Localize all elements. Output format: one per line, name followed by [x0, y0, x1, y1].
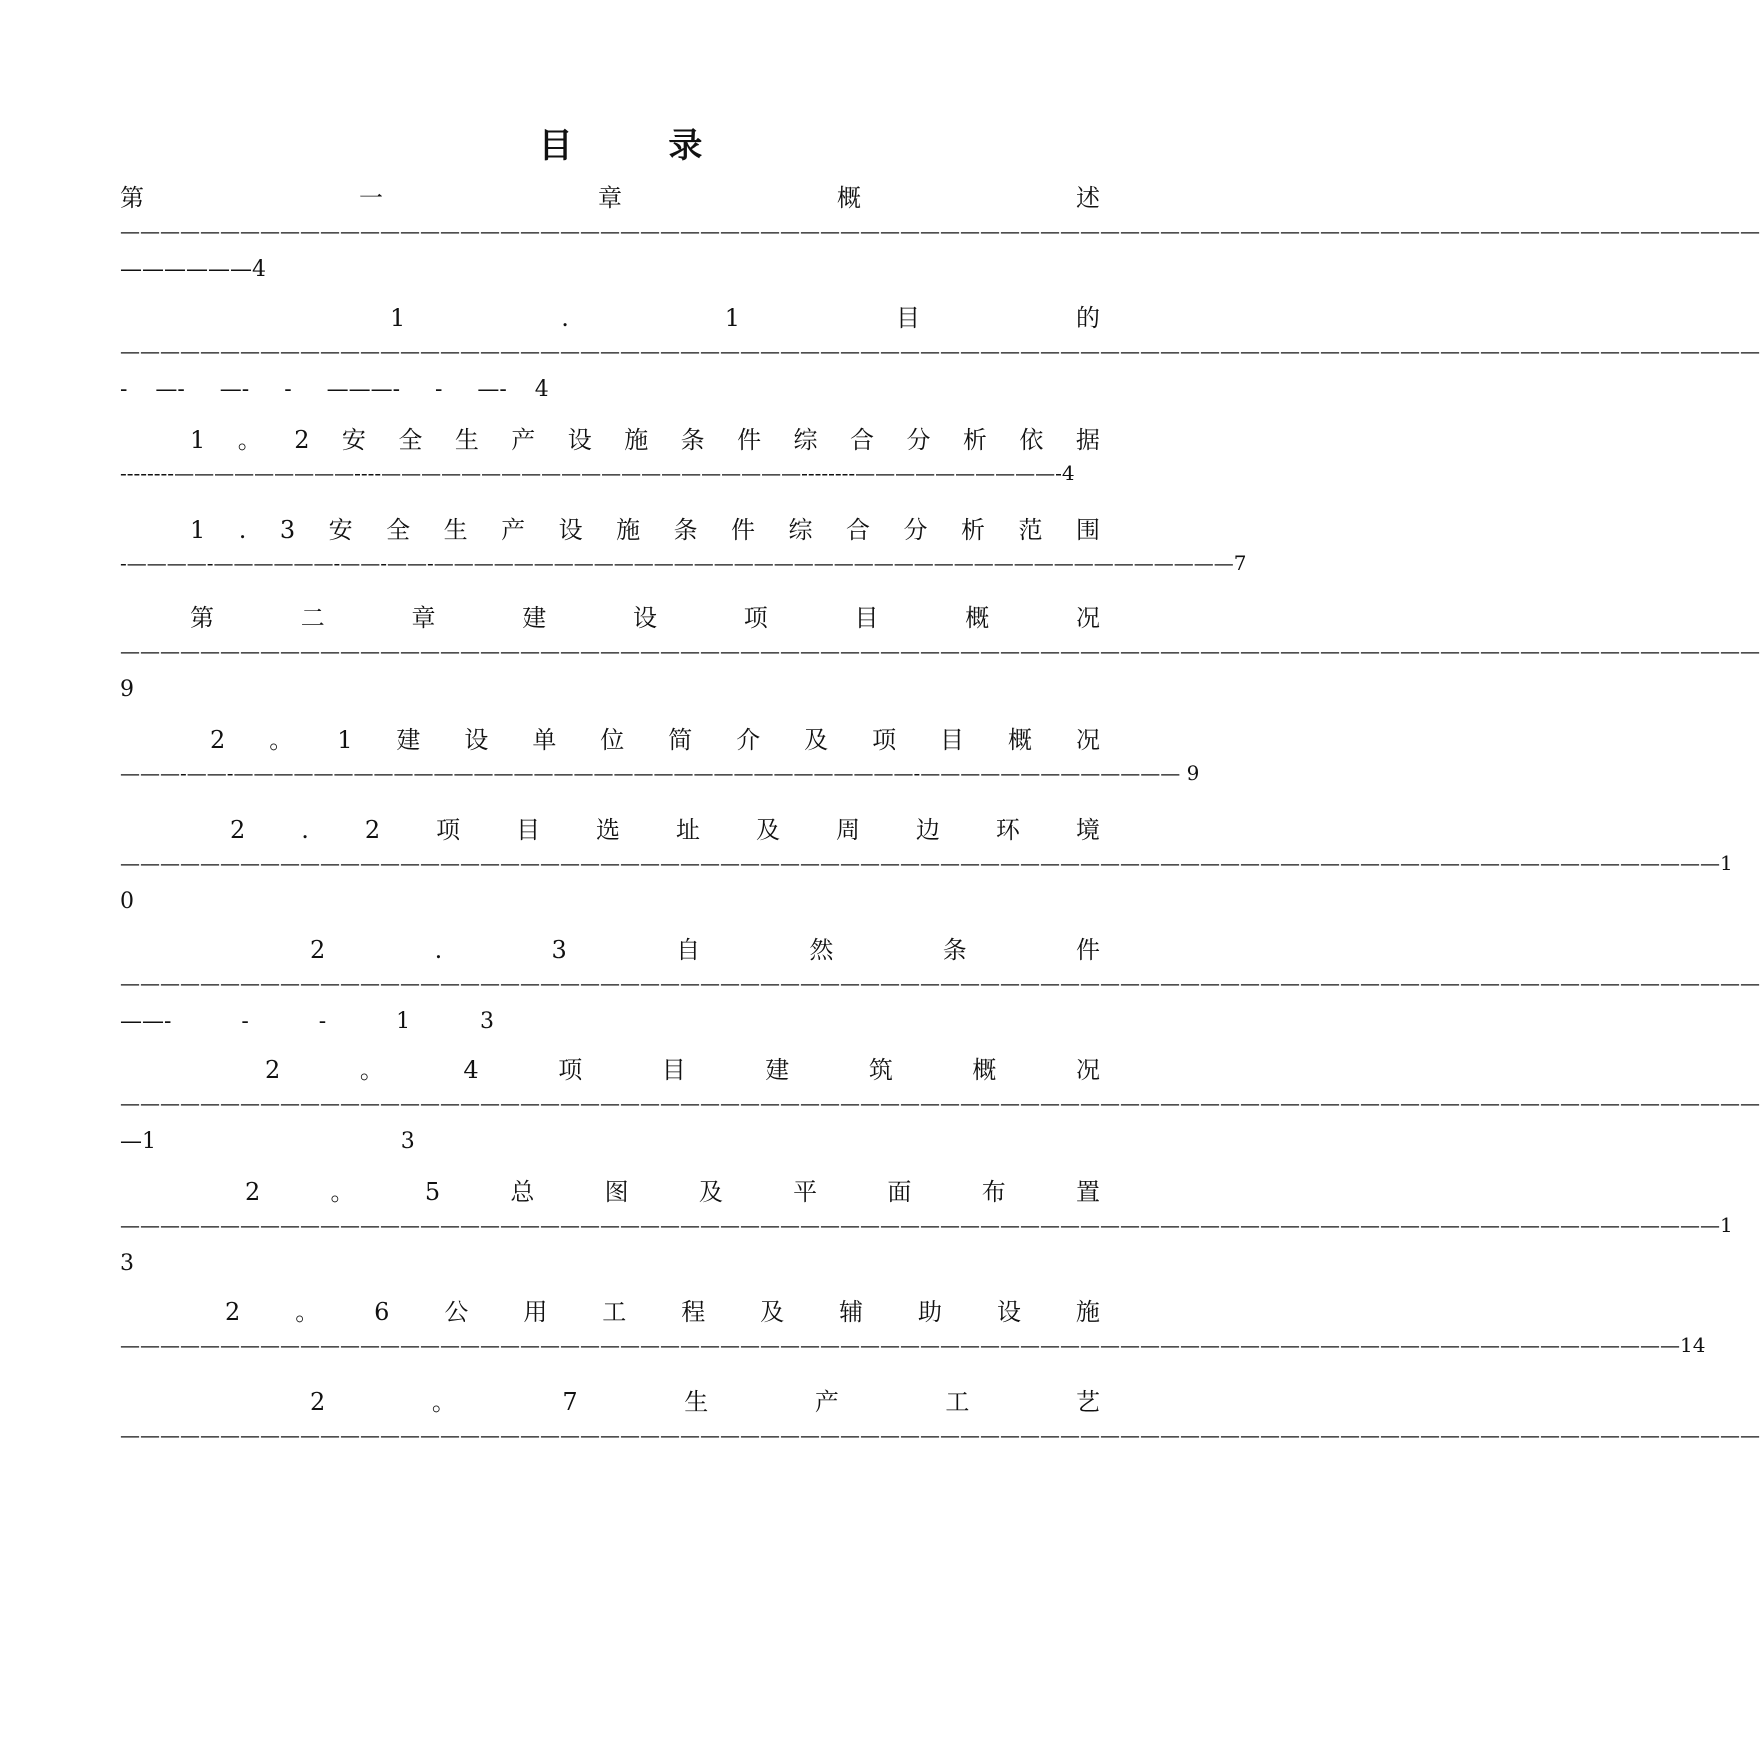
toc-leader-dots: —————————————————————————————————————————————————————————————————————————————————— [120, 1423, 1760, 1447]
heading-char: 3 [551, 936, 567, 964]
heading-char: 施 [616, 516, 641, 544]
toc-entry-heading [120, 930, 1100, 964]
heading-char: 助 [918, 1298, 942, 1326]
heading-char: 第 [120, 184, 144, 212]
heading-char: 安 [328, 516, 353, 544]
heading-char: 筑 [868, 1056, 893, 1084]
toc-entry-heading [120, 420, 1100, 454]
heading-char: 目 [854, 604, 879, 632]
heading-char: 1 [390, 304, 406, 332]
heading-char: 第 [190, 604, 214, 632]
heading-char: 条 [680, 426, 705, 454]
heading-char: 一 [359, 184, 383, 212]
toc-entry-heading [120, 720, 1100, 754]
heading-char: 址 [676, 816, 701, 844]
heading-char: 概 [965, 604, 990, 632]
toc-entry[interactable] [120, 178, 1760, 284]
heading-char: 产 [501, 516, 526, 544]
heading-char: 分 [906, 426, 931, 454]
toc-entry-heading [120, 298, 1100, 332]
heading-char: 生 [443, 516, 468, 544]
toc-page-number: ——————4 [120, 257, 266, 282]
toc-leader-dots: —————————————————————————————————————————————————————————————————————————————————— [120, 639, 1760, 663]
heading-char: 况 [1075, 1056, 1100, 1084]
heading-char: 2 [230, 816, 246, 844]
heading-char: 依 [1019, 426, 1044, 454]
toc-page-number: - —- —- - ———- - —- 4 [120, 377, 549, 402]
heading-char: 项 [558, 1056, 583, 1084]
heading-char: 析 [960, 516, 985, 544]
heading-char: 5 [424, 1178, 441, 1206]
heading-char: 施 [1075, 1298, 1100, 1326]
toc-entry[interactable] [120, 510, 1247, 576]
heading-char: 及 [755, 816, 780, 844]
heading-char: 围 [1075, 516, 1100, 544]
heading-char: 1 [190, 516, 206, 544]
heading-char: 设 [567, 426, 592, 454]
toc-entry[interactable] [120, 420, 1100, 486]
heading-char: 总 [510, 1178, 535, 1206]
heading-char: 范 [1018, 516, 1043, 544]
heading-char: 二 [300, 604, 325, 632]
toc-title: 目 录 [538, 126, 745, 166]
toc-leader-dots: —————————————————————————————————————————————————————————————————————————————————— [120, 339, 1760, 363]
heading-char: 况 [1076, 604, 1100, 632]
toc-entry-heading [120, 810, 1100, 844]
heading-char: 自 [676, 936, 701, 964]
heading-char: 章 [598, 184, 622, 212]
toc-leader-dots: -————-——————-——-——-————————————————————————————————————————7 [120, 551, 1247, 575]
heading-char: 2 [245, 1178, 261, 1206]
heading-char: 然 [809, 936, 834, 964]
heading-char: 设 [996, 1298, 1021, 1326]
toc-entry[interactable] [120, 1050, 1760, 1156]
heading-char: 位 [600, 726, 625, 754]
heading-char: 2 [310, 936, 326, 964]
heading-char: 条 [673, 516, 698, 544]
toc-leader-dots: ————————————————————————————————————————————————————————————————————————————————1 [120, 1213, 1733, 1237]
heading-char: 。 [359, 1056, 384, 1084]
heading-char: . [238, 516, 247, 544]
heading-char: 安 [341, 426, 366, 454]
heading-char: 合 [846, 516, 871, 544]
heading-char: 分 [903, 516, 928, 544]
toc-leader-dots: ———-——-——————————————————————————————————-————————————— 9 [120, 761, 1200, 785]
heading-char: 件 [731, 516, 756, 544]
heading-char: 2 [364, 816, 381, 844]
toc-page-number: 0 [120, 889, 134, 914]
heading-char: 设 [633, 604, 657, 632]
heading-char: 4 [463, 1056, 479, 1084]
heading-char: 建 [396, 726, 421, 754]
heading-char: 2 [210, 726, 226, 754]
heading-char: 6 [374, 1298, 390, 1326]
heading-char: 介 [736, 726, 761, 754]
toc-entry-heading [120, 1292, 1100, 1326]
heading-char: 。 [269, 726, 294, 754]
heading-char: 1 [724, 304, 741, 332]
heading-char: 设 [558, 516, 583, 544]
heading-char: 2 [294, 426, 310, 454]
heading-char: 。 [295, 1298, 320, 1326]
toc-entry-heading [120, 598, 1100, 632]
heading-char: 综 [793, 426, 818, 454]
toc-leader-dots: --------—————————----—————————————————————--------——————————-4 [120, 461, 1075, 485]
heading-char: 建 [765, 1056, 790, 1084]
toc-entry[interactable] [120, 720, 1200, 786]
heading-char: 置 [1075, 1178, 1100, 1206]
heading-char: 概 [972, 1056, 997, 1084]
toc-page-number: 9 [120, 677, 134, 702]
toc-entry[interactable] [120, 1382, 1760, 1448]
heading-char: 选 [596, 816, 621, 844]
toc-entry[interactable] [120, 810, 1733, 916]
heading-char: 产 [511, 426, 536, 454]
heading-char: 艺 [1075, 1388, 1100, 1416]
toc-entry[interactable] [120, 298, 1760, 404]
heading-char: 工 [945, 1388, 970, 1416]
heading-char: 境 [1075, 816, 1100, 844]
heading-char: 用 [523, 1298, 548, 1326]
toc-leader-dots: ————————————————————————————————————————————————————————————————————————————————1 [120, 851, 1733, 875]
heading-char: 产 [814, 1388, 839, 1416]
heading-char: . [561, 304, 569, 332]
toc-leader-dots: —————————————————————————————————————————————————————————————————————————————————— [120, 1091, 1760, 1115]
heading-char: 生 [454, 426, 479, 454]
heading-char: 目 [661, 1056, 686, 1084]
heading-char: 生 [684, 1388, 709, 1416]
heading-char: 1 [190, 426, 206, 454]
toc-entry[interactable] [120, 598, 1760, 704]
heading-char: 目 [896, 304, 921, 332]
heading-char: 项 [872, 726, 897, 754]
toc-leader-dots: ——————————————————————————————————————————————————————————————————————————————14 [120, 1333, 1706, 1357]
heading-char: 图 [604, 1178, 629, 1206]
heading-char: 公 [444, 1298, 469, 1326]
heading-char: 简 [668, 726, 693, 754]
toc-page-number: —1 3 [120, 1129, 415, 1154]
heading-char: 况 [1075, 726, 1100, 754]
toc-page-number: 3 [120, 1251, 134, 1276]
heading-char: 据 [1075, 426, 1100, 454]
heading-char: 7 [562, 1388, 578, 1416]
toc-entry-heading [120, 510, 1100, 544]
toc-page-number: ——- - - 1 3 [120, 1009, 495, 1034]
heading-char: 条 [942, 936, 967, 964]
heading-char: 单 [532, 726, 557, 754]
heading-char: 面 [887, 1178, 912, 1206]
heading-char: 及 [698, 1178, 723, 1206]
heading-char: 合 [850, 426, 874, 454]
heading-char: 及 [760, 1298, 785, 1326]
heading-char: 工 [602, 1298, 627, 1326]
heading-char: 析 [962, 426, 987, 454]
heading-char: 概 [1008, 726, 1032, 754]
toc-entry[interactable] [120, 930, 1760, 1036]
toc-entry-heading [120, 1382, 1100, 1416]
heading-char: 项 [436, 816, 461, 844]
heading-char: 述 [1076, 184, 1100, 212]
toc-leader-dots: —————————————————————————————————————————————————————————————————————————————————— [120, 219, 1760, 243]
toc-entry[interactable] [120, 1292, 1706, 1358]
toc-entry-heading [120, 1172, 1100, 1206]
heading-char: 2 [310, 1388, 326, 1416]
heading-char: 2 [265, 1056, 281, 1084]
heading-char: 设 [464, 726, 489, 754]
heading-char: 章 [411, 604, 436, 632]
heading-char: 程 [681, 1298, 706, 1326]
heading-char: 目 [940, 726, 965, 754]
heading-char: 目 [516, 816, 541, 844]
heading-char: 件 [737, 426, 762, 454]
heading-char: 边 [915, 816, 940, 844]
toc-entry-heading [120, 178, 1100, 212]
heading-char: 综 [788, 516, 813, 544]
heading-char: 概 [837, 184, 861, 212]
heading-char: 布 [981, 1178, 1006, 1206]
heading-char: 施 [624, 426, 649, 454]
heading-char: 的 [1075, 304, 1100, 332]
heading-char: 全 [398, 426, 423, 454]
heading-char: 平 [793, 1178, 818, 1206]
heading-char: 1 [337, 726, 353, 754]
heading-char: 件 [1075, 936, 1100, 964]
heading-char: . [434, 936, 443, 964]
heading-char: 3 [279, 516, 296, 544]
heading-char: 辅 [839, 1298, 864, 1326]
heading-char: 周 [835, 816, 860, 844]
heading-char: 及 [804, 726, 829, 754]
toc-leader-dots: —————————————————————————————————————————————————————————————————————————————————— [120, 971, 1760, 995]
toc-entry[interactable] [120, 1172, 1733, 1278]
heading-char: 2 [225, 1298, 241, 1326]
toc-entry-heading [120, 1050, 1100, 1084]
heading-char: . [301, 816, 309, 844]
heading-char: 全 [386, 516, 411, 544]
heading-char: 。 [330, 1178, 355, 1206]
heading-char: 。 [431, 1388, 456, 1416]
heading-char: 。 [237, 426, 262, 454]
heading-char: 环 [995, 816, 1020, 844]
heading-char: 建 [522, 604, 547, 632]
heading-char: 项 [743, 604, 768, 632]
